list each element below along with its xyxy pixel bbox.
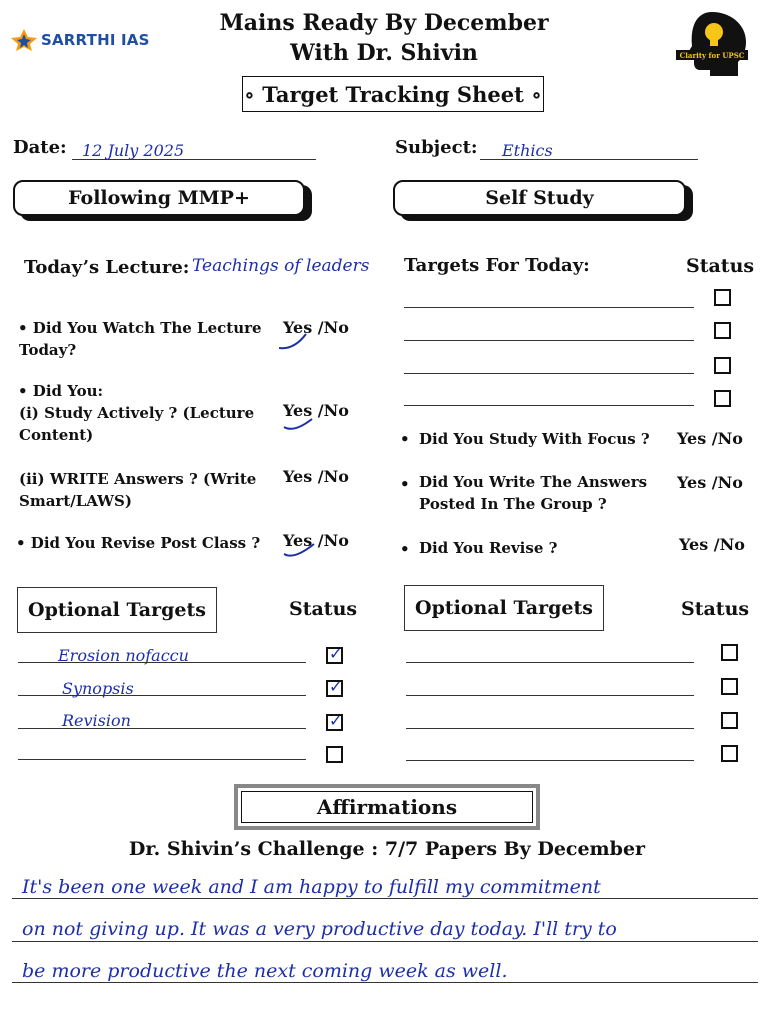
date-underline [72, 159, 316, 160]
check-icon: ✓ [329, 677, 343, 696]
q-write-answers-line1: (ii) WRITE Answers ? (Write [19, 470, 257, 488]
target-line-3 [404, 373, 694, 374]
q-did-you: • Did You: [18, 382, 104, 400]
affirmation-line-2[interactable]: on not giving up. It was a very productive day today. I'll try to [22, 918, 617, 940]
affirmation-rule-2 [12, 941, 758, 942]
optional-item-1[interactable]: Erosion nofaccu [58, 646, 189, 665]
target-checkbox-3[interactable] [714, 357, 731, 374]
optional-targets-header-right [404, 585, 604, 631]
target-line-2 [404, 340, 694, 341]
head-bulb-icon [672, 10, 752, 80]
subject-underline [480, 159, 698, 160]
self-study-title: Self Study [485, 187, 594, 209]
yes-no-revise[interactable]: Yes /No [283, 531, 349, 550]
page-title-line2: With Dr. Shivin [290, 40, 478, 66]
status-label-right: Status [686, 255, 755, 277]
optional-line-4 [18, 759, 306, 760]
optional-checkbox-1[interactable] [326, 644, 343, 664]
q-revise-bullet: • [400, 540, 410, 558]
q-study-focus: Did You Study With Focus ? [419, 430, 650, 448]
target-checkbox-1[interactable] [714, 289, 731, 306]
todays-lecture-label: Today’s Lecture: [24, 257, 190, 278]
optional-targets-title-left: Optional Targets [28, 599, 206, 621]
optional-targets-header-left [17, 587, 217, 633]
yes-no-watch[interactable]: Yes /No [283, 318, 349, 337]
q-write-group-line1: Did You Write The Answers [419, 473, 648, 491]
optional-checkbox-2[interactable] [326, 677, 343, 697]
affirmation-line-1[interactable]: It's been one week and I am happy to fulfill my commitment [22, 876, 601, 898]
right-optional-line-4 [406, 760, 694, 761]
subject-value[interactable]: Ethics [502, 141, 553, 160]
right-optional-checkbox-4[interactable] [721, 745, 738, 762]
affirmations-frame [234, 784, 540, 830]
q-study-actively-line1: (i) Study Actively ? (Lecture [19, 404, 255, 422]
q-study-focus-bullet: • [400, 430, 410, 448]
todays-lecture-value[interactable]: Teachings of leaders [192, 256, 370, 276]
affirmation-rule-3 [12, 982, 758, 983]
optional-item-2[interactable]: Synopsis [62, 679, 134, 698]
optional-line-3 [18, 728, 306, 729]
self-study-header [393, 180, 686, 216]
q-write-answers-line2: Smart/LAWS) [19, 492, 132, 510]
date-label: Date: [13, 137, 67, 158]
optional-targets-title-right: Optional Targets [415, 597, 593, 619]
subtitle: ∘ Target Tracking Sheet ∘ [244, 81, 542, 107]
optional-checkbox-4[interactable] [326, 746, 343, 763]
right-optional-checkbox-2[interactable] [721, 678, 738, 695]
check-icon: ✓ [329, 644, 343, 663]
right-optional-line-1 [406, 662, 694, 663]
affirmations-inner [241, 791, 533, 823]
q-write-group-bullet: • [400, 475, 410, 493]
following-mmp-title: Following MMP+ [68, 187, 250, 209]
affirmation-line-3[interactable]: be more productive the next coming week as well. [22, 960, 508, 982]
target-line-1 [404, 307, 694, 308]
targets-for-today-label: Targets For Today: [404, 255, 590, 276]
yes-no-revise-right[interactable]: Yes /No [679, 535, 745, 554]
check-icon: ✓ [329, 711, 343, 730]
target-checkbox-2[interactable] [714, 322, 731, 339]
yes-circle-mark [276, 330, 316, 352]
optional-checkbox-3[interactable] [326, 711, 343, 731]
right-optional-line-2 [406, 695, 694, 696]
q-write-group-line2: Posted In The Group ? [419, 495, 607, 513]
target-line-4 [404, 405, 694, 406]
optional-line-1 [18, 662, 306, 663]
target-checkbox-4[interactable] [714, 390, 731, 407]
clarity-logo-text: Clarity for UPSC [679, 51, 745, 60]
right-optional-checkbox-1[interactable] [721, 644, 738, 661]
challenge-text: Dr. Shivin’s Challenge : 7/7 Papers By December [128, 838, 646, 860]
q-watch-lecture-line1: • Did You Watch The Lecture [18, 319, 262, 337]
sarrthi-logo-text: SARRTHI IAS [41, 31, 150, 49]
yes-no-write-group[interactable]: Yes /No [677, 473, 743, 492]
yes-no-study[interactable]: Yes /No [283, 401, 349, 420]
subtitle-box [242, 76, 544, 112]
yes-circle-mark [280, 413, 320, 435]
affirmation-rule-1 [12, 898, 758, 899]
clarity-logo [672, 10, 752, 80]
q-study-actively-line2: Content) [19, 426, 94, 444]
yes-no-focus[interactable]: Yes /No [677, 429, 743, 448]
right-optional-line-3 [406, 728, 694, 729]
yes-no-write[interactable]: Yes /No [283, 467, 349, 486]
status-label-left: Status [289, 598, 358, 620]
right-optional-checkbox-3[interactable] [721, 712, 738, 729]
subject-label: Subject: [395, 137, 478, 158]
affirmations-title: Affirmations [316, 795, 458, 819]
optional-item-3[interactable]: Revision [62, 711, 131, 730]
yes-circle-mark [280, 540, 320, 562]
following-mmp-header [13, 180, 305, 216]
q-revise-post-class: • Did You Revise Post Class ? [16, 534, 261, 552]
q-watch-lecture-line2: Today? [19, 341, 77, 359]
q-revise: Did You Revise ? [419, 539, 558, 557]
optional-line-2 [18, 695, 306, 696]
date-value[interactable]: 12 July 2025 [82, 141, 185, 160]
status-label-right-optional: Status [681, 598, 750, 620]
page-title-line1: Mains Ready By December [219, 10, 549, 36]
